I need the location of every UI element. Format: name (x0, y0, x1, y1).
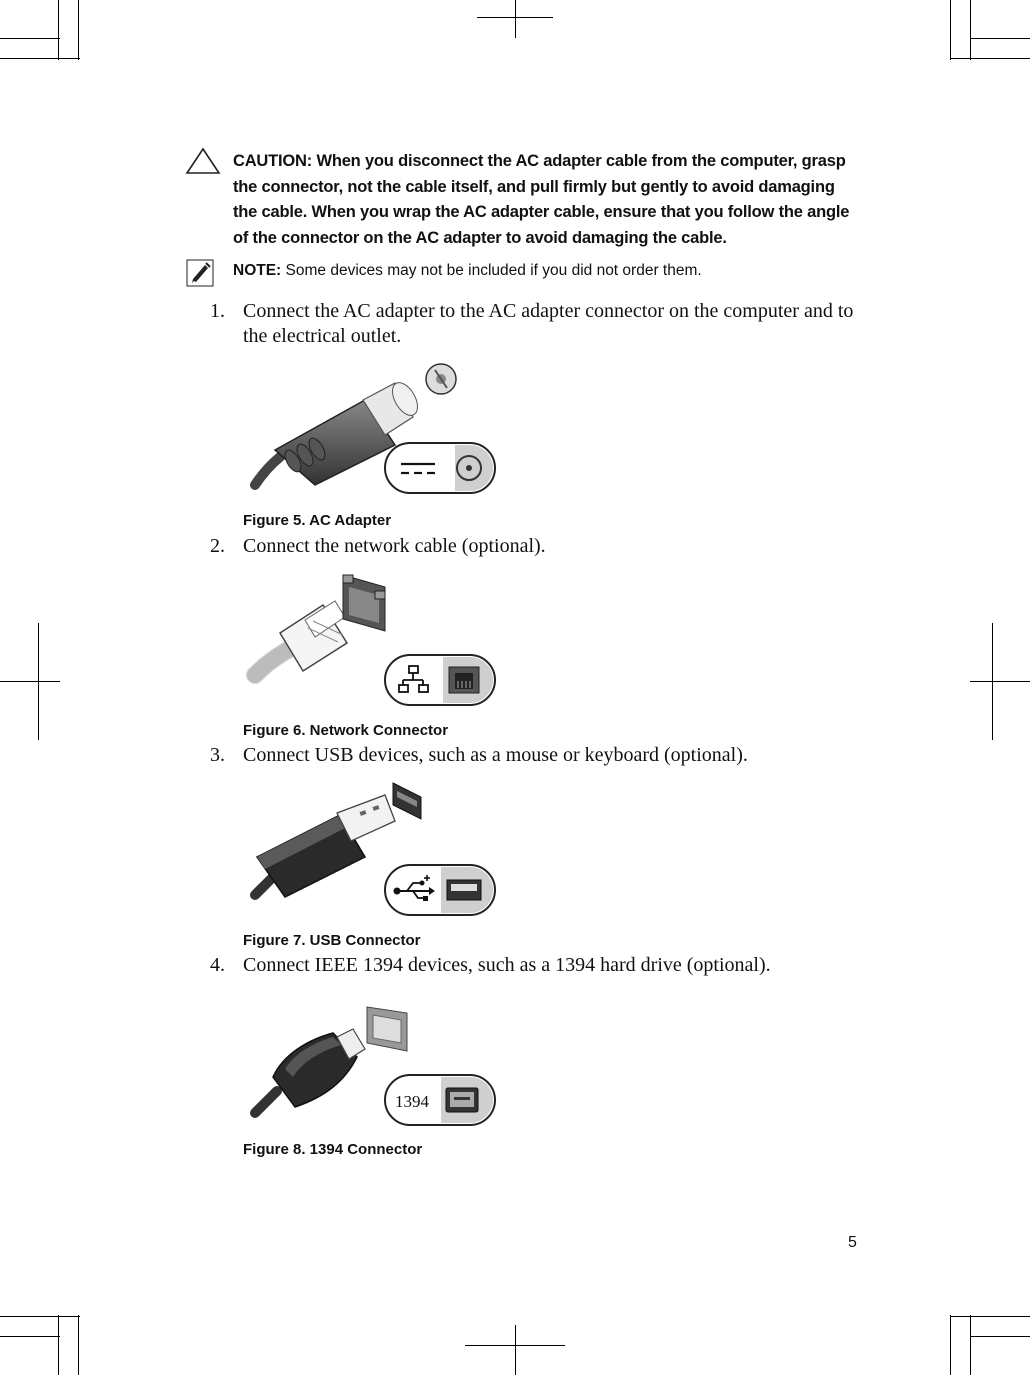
crop-mark (970, 38, 1030, 39)
crop-mark (0, 38, 60, 39)
figure-caption: Figure 8. 1394 Connector (243, 1141, 423, 1158)
crop-mark (78, 1315, 79, 1375)
step-text: Connect USB devices, such as a mouse or keyboard (optional). (243, 744, 748, 766)
step-text: Connect IEEE 1394 devices, such as a 1394 hard drive (optional). (243, 954, 771, 976)
dc-socket-end (426, 364, 456, 394)
crop-mark (970, 1336, 1030, 1337)
figure-caption: Figure 7. USB Connector (243, 932, 421, 949)
step-number: 1. (210, 300, 225, 322)
ac-cable (255, 457, 280, 485)
crop-mark (0, 1316, 80, 1317)
note-body: Some devices may not be included if you did not order them. (285, 262, 702, 279)
crop-mark (0, 681, 60, 682)
page-number: 5 (848, 1234, 857, 1251)
ac-adapter-figure (245, 355, 500, 500)
crop-mark (970, 1315, 971, 1375)
crop-mark (58, 0, 59, 60)
crop-mark (515, 1325, 516, 1375)
step-number: 4. (210, 954, 225, 976)
caution-body: When you disconnect the AC adapter cable from the computer, grasp the connector, not the cable itself, and pull firmly but gently to avoid damaging the cable. When you wrap the AC adapter cable, ensure that you follow the angle of the connector on the AC adapter to avoid damaging the cable. (233, 152, 850, 247)
crop-mark (58, 1315, 59, 1375)
note-label: NOTE: (233, 262, 282, 279)
usb-icon (385, 865, 495, 915)
crop-mark (970, 681, 1030, 682)
ieee1394-cable (255, 1091, 277, 1113)
step-number: 3. (210, 744, 225, 766)
crop-mark (0, 1336, 60, 1337)
ieee1394-port-icon (385, 1075, 495, 1125)
caution-label: CAUTION: (233, 152, 313, 170)
step-item (210, 953, 870, 978)
crop-mark (950, 1315, 951, 1375)
caution-notice (233, 149, 863, 251)
crop-mark (477, 17, 553, 18)
usb-port-end (393, 783, 421, 819)
network-connector-figure (245, 565, 500, 710)
step-text: Connect the network cable (optional). (243, 535, 546, 557)
note-pencil-icon (186, 259, 214, 287)
ieee1394-port-end (367, 1007, 407, 1051)
figure-caption: Figure 6. Network Connector (243, 722, 449, 739)
step-item (210, 299, 870, 349)
crop-mark (465, 1345, 565, 1346)
dc-power-icon (385, 443, 495, 493)
network-icon (385, 655, 495, 705)
crop-mark (950, 1316, 1030, 1317)
step-item (210, 534, 870, 559)
crop-mark (78, 0, 79, 60)
figure-caption: Figure 5. AC Adapter (243, 512, 392, 529)
port-1394-label: 1394 (395, 1092, 429, 1111)
caution-triangle-icon (185, 147, 221, 175)
crop-mark (515, 0, 516, 38)
step-text: Connect the AC adapter to the AC adapter connector on the computer and to the electrical outlet. (243, 300, 854, 347)
usb-connector-figure (245, 775, 500, 920)
step-number: 2. (210, 535, 225, 557)
ieee1394-connector-figure (245, 985, 500, 1130)
step-item (210, 743, 870, 768)
crop-mark (950, 0, 951, 60)
crop-mark (950, 58, 1030, 59)
rj45-jack (343, 575, 385, 631)
note-notice (233, 260, 873, 282)
crop-mark (0, 58, 80, 59)
crop-mark (970, 0, 971, 60)
